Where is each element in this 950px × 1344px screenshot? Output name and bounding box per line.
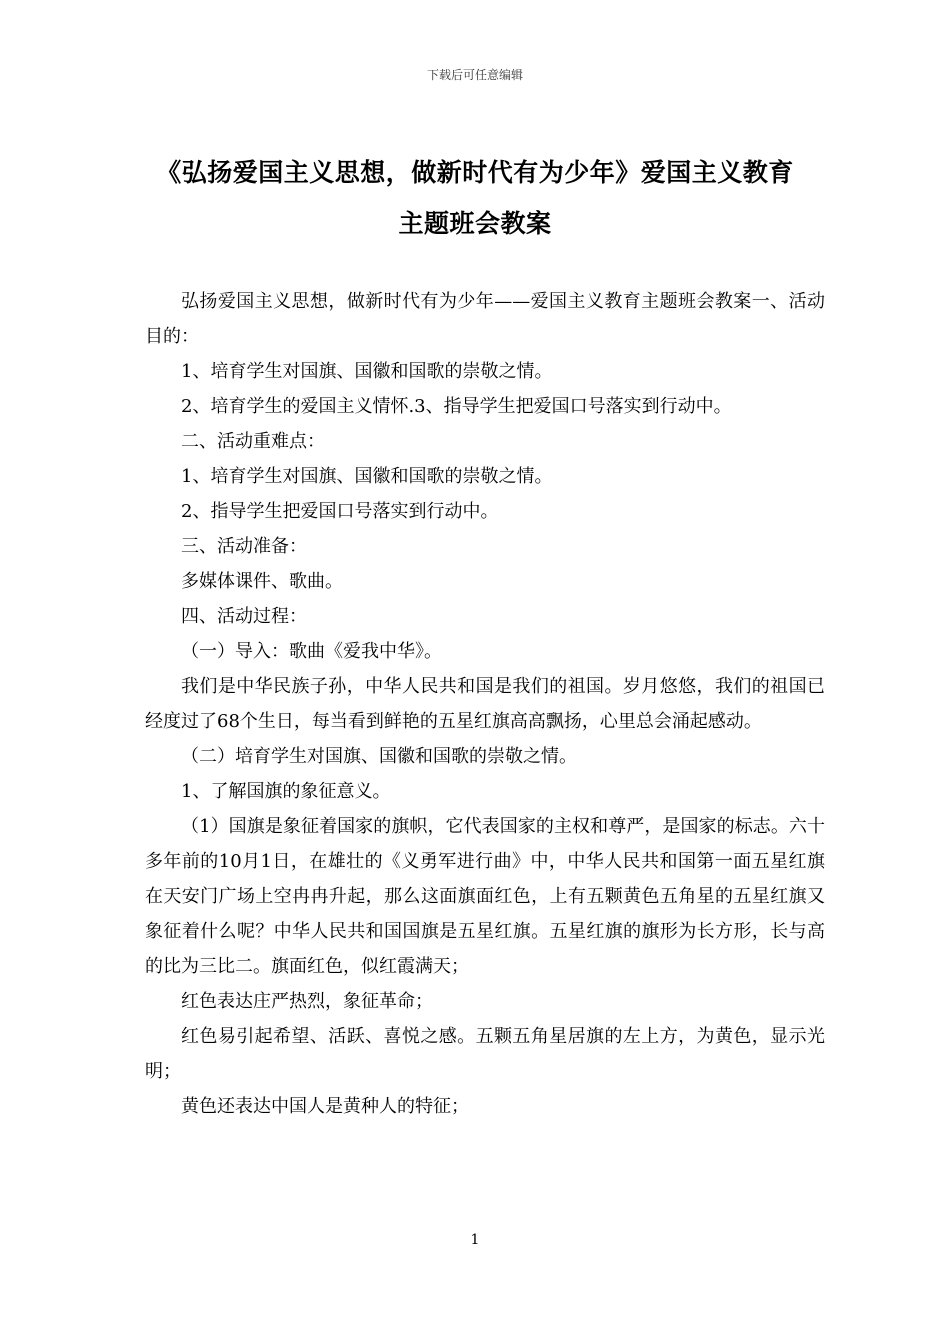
paragraph: 三、活动准备： [181,536,307,557]
paragraph: 弘扬爱国主义思想，做新时代有为少年——爱国主义教育主题班会教案一、活动目的： [145,291,825,347]
document-title-line-1: 《弘扬爱国主义思想，做新时代有为少年》爱国主义教育 [156,158,794,187]
paragraph: 2、指导学生把爱国口号落实到行动中。 [181,501,499,522]
paragraph: 红色易引起希望、活跃、喜悦之感。五颗五角星居旗的左上方，为黄色，显示光明； [145,1026,825,1082]
paragraph: 黄色还表达中国人是黄种人的特征； [181,1096,469,1117]
paragraph: 红色表达庄严热烈，象征革命； [181,991,433,1012]
header-note: 下载后可任意编辑 [426,68,523,82]
paragraph: 2、培育学生的爱国主义情怀.3、指导学生把爱国口号落实到行动中。 [181,396,732,417]
document-title-line-2: 主题班会教案 [398,209,552,238]
document-body [145,284,825,1124]
paragraph: 二、活动重难点： [181,431,325,452]
paragraph: 多媒体课件、歌曲。 [181,571,343,592]
paragraph: （1）国旗是象征着国家的旗帜，它代表国家的主权和尊严，是国家的标志。六十多年前的10月1日，在雄壮的《义勇军进行曲》中，中华人民共和国第一面五星红旗在天安门广场上空冉冉升起，那么这面旗面红色，上有五颗黄色五角星的五星红旗又象征着什么呢？中华人民共和国国旗是五星红旗。五星红旗的旗形为长方形，长与高的比为三比二。旗面红色，似红霞满天； [145,816,825,977]
paragraph: 我们是中华民族子孙，中华人民共和国是我们的祖国。岁月悠悠，我们的祖国已经度过了68个生日，每当看到鲜艳的五星红旗高高飘扬，心里总会涌起感动。 [145,676,825,732]
paragraph: 1、培育学生对国旗、国徽和国歌的崇敬之情。 [181,361,553,382]
paragraph: 1、了解国旗的象征意义。 [181,781,391,802]
page-number: 1 [470,1232,480,1248]
paragraph: 1、培育学生对国旗、国徽和国歌的崇敬之情。 [181,466,553,487]
paragraph: 四、活动过程： [181,606,307,627]
paragraph: （一）导入：歌曲《爱我中华》。 [181,641,442,662]
paragraph: （二）培育学生对国旗、国徽和国歌的崇敬之情。 [181,746,577,767]
